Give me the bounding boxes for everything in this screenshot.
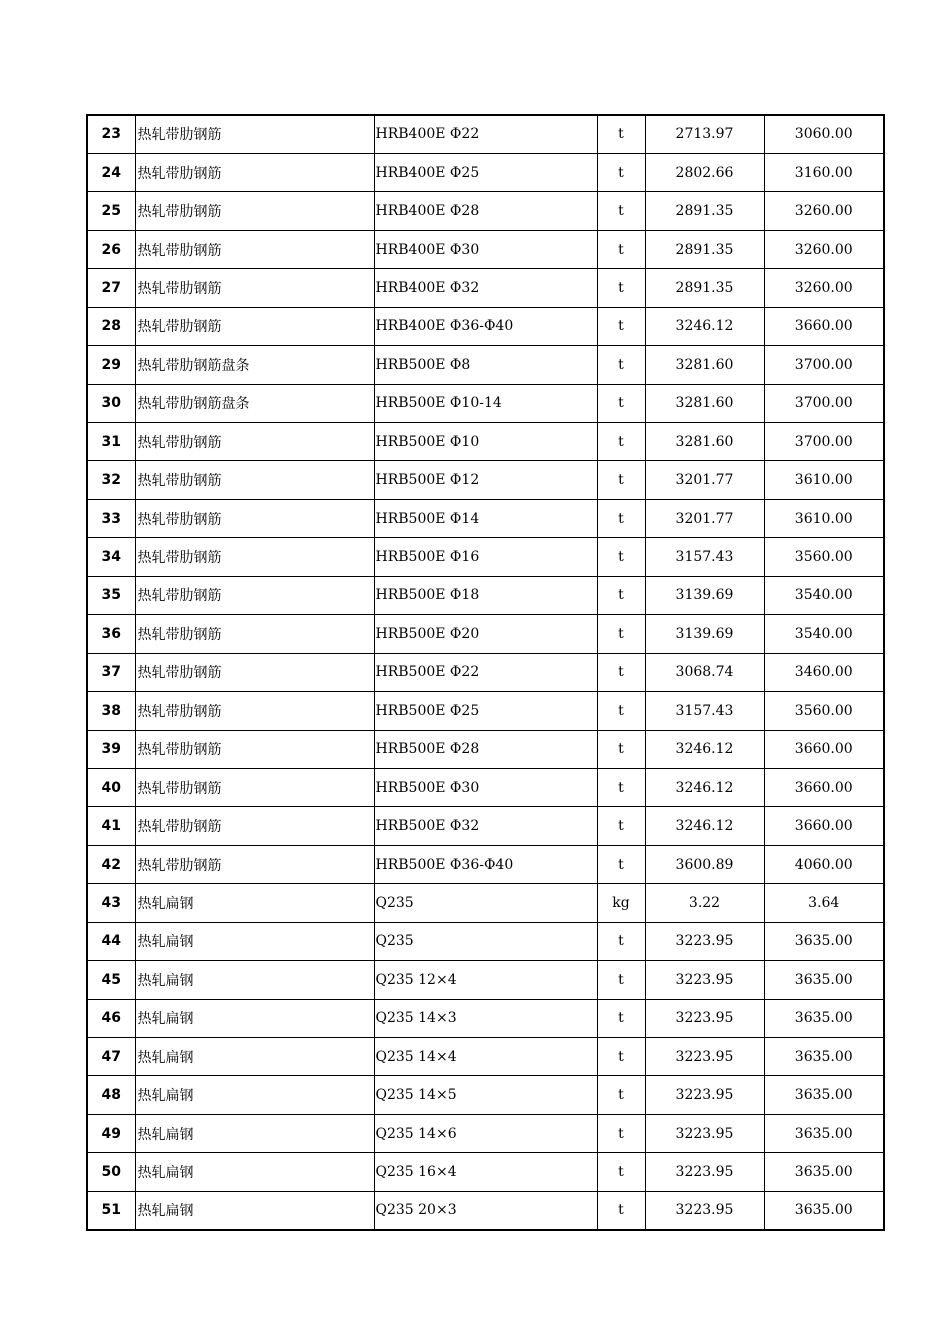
- price-incl-tax-cell: 3460.00: [764, 653, 884, 691]
- price-incl-tax-cell: 3660.00: [764, 807, 884, 845]
- specification-cell: HRB500E Φ22: [374, 653, 597, 691]
- unit-cell: t: [597, 922, 645, 960]
- specification-cell: HRB400E Φ22: [374, 115, 597, 153]
- unit-cell: t: [597, 807, 645, 845]
- specification-cell: HRB500E Φ14: [374, 499, 597, 537]
- price-incl-tax-cell: 3700.00: [764, 346, 884, 384]
- material-name-cell: 热轧扁钢: [135, 1076, 374, 1114]
- row-number-cell: 36: [87, 615, 135, 653]
- row-number-cell: 45: [87, 961, 135, 999]
- price-excl-tax-cell: 3281.60: [645, 423, 764, 461]
- table-row: [87, 845, 884, 883]
- row-number-cell: 25: [87, 192, 135, 230]
- unit-cell: t: [597, 999, 645, 1037]
- material-name-cell: 热轧带肋钢筋: [135, 192, 374, 230]
- row-number-cell: 51: [87, 1191, 135, 1229]
- specification-cell: HRB500E Φ16: [374, 538, 597, 576]
- material-name-cell: 热轧带肋钢筋: [135, 653, 374, 691]
- specification-cell: Q235 14×3: [374, 999, 597, 1037]
- table-row: [87, 307, 884, 345]
- unit-cell: t: [597, 1114, 645, 1152]
- table-row: [87, 346, 884, 384]
- price-table: [86, 114, 885, 1231]
- price-incl-tax-cell: 3560.00: [764, 538, 884, 576]
- price-incl-tax-cell: 3635.00: [764, 1114, 884, 1152]
- material-name-cell: 热轧带肋钢筋: [135, 615, 374, 653]
- row-number-cell: 40: [87, 768, 135, 806]
- table-row: [87, 115, 884, 153]
- table-row: [87, 922, 884, 960]
- row-number-cell: 32: [87, 461, 135, 499]
- material-name-cell: 热轧扁钢: [135, 1191, 374, 1229]
- price-incl-tax-cell: 3260.00: [764, 269, 884, 307]
- unit-cell: t: [597, 230, 645, 268]
- table-row: [87, 653, 884, 691]
- row-number-cell: 46: [87, 999, 135, 1037]
- material-name-cell: 热轧带肋钢筋: [135, 423, 374, 461]
- specification-cell: Q235 12×4: [374, 961, 597, 999]
- material-name-cell: 热轧带肋钢筋: [135, 538, 374, 576]
- price-incl-tax-cell: 3610.00: [764, 461, 884, 499]
- specification-cell: HRB400E Φ32: [374, 269, 597, 307]
- material-name-cell: 热轧带肋钢筋: [135, 230, 374, 268]
- row-number-cell: 34: [87, 538, 135, 576]
- price-incl-tax-cell: 3635.00: [764, 999, 884, 1037]
- price-excl-tax-cell: 3223.95: [645, 1153, 764, 1191]
- specification-cell: Q235 16×4: [374, 1153, 597, 1191]
- table-row: [87, 1114, 884, 1152]
- material-name-cell: 热轧带肋钢筋: [135, 807, 374, 845]
- material-name-cell: 热轧带肋钢筋盘条: [135, 384, 374, 422]
- unit-cell: t: [597, 692, 645, 730]
- specification-cell: HRB500E Φ25: [374, 692, 597, 730]
- price-incl-tax-cell: 3635.00: [764, 922, 884, 960]
- unit-cell: t: [597, 115, 645, 153]
- table-row: [87, 1038, 884, 1076]
- row-number-cell: 35: [87, 576, 135, 614]
- price-incl-tax-cell: 3160.00: [764, 153, 884, 191]
- price-incl-tax-cell: 3660.00: [764, 307, 884, 345]
- material-name-cell: 热轧扁钢: [135, 961, 374, 999]
- material-name-cell: 热轧带肋钢筋: [135, 692, 374, 730]
- price-excl-tax-cell: 2891.35: [645, 192, 764, 230]
- row-number-cell: 31: [87, 423, 135, 461]
- price-incl-tax-cell: 3700.00: [764, 423, 884, 461]
- price-excl-tax-cell: 3068.74: [645, 653, 764, 691]
- material-name-cell: 热轧扁钢: [135, 884, 374, 922]
- material-name-cell: 热轧扁钢: [135, 1038, 374, 1076]
- unit-cell: t: [597, 153, 645, 191]
- row-number-cell: 37: [87, 653, 135, 691]
- price-incl-tax-cell: 3635.00: [764, 961, 884, 999]
- table-row: [87, 538, 884, 576]
- specification-cell: HRB500E Φ18: [374, 576, 597, 614]
- price-excl-tax-cell: 2713.97: [645, 115, 764, 153]
- material-name-cell: 热轧扁钢: [135, 922, 374, 960]
- unit-cell: t: [597, 961, 645, 999]
- unit-cell: t: [597, 423, 645, 461]
- price-excl-tax-cell: 3223.95: [645, 1114, 764, 1152]
- price-excl-tax-cell: 3223.95: [645, 961, 764, 999]
- table-row: [87, 1191, 884, 1229]
- table-row: [87, 884, 884, 922]
- unit-cell: t: [597, 576, 645, 614]
- row-number-cell: 47: [87, 1038, 135, 1076]
- price-excl-tax-cell: 3223.95: [645, 1038, 764, 1076]
- price-incl-tax-cell: 3060.00: [764, 115, 884, 153]
- specification-cell: HRB400E Φ30: [374, 230, 597, 268]
- unit-cell: t: [597, 1153, 645, 1191]
- table-row: [87, 730, 884, 768]
- unit-cell: t: [597, 307, 645, 345]
- price-excl-tax-cell: 2891.35: [645, 230, 764, 268]
- specification-cell: HRB500E Φ10-14: [374, 384, 597, 422]
- specification-cell: Q235: [374, 922, 597, 960]
- row-number-cell: 39: [87, 730, 135, 768]
- table-row: [87, 615, 884, 653]
- table-row: [87, 230, 884, 268]
- row-number-cell: 23: [87, 115, 135, 153]
- unit-cell: kg: [597, 884, 645, 922]
- unit-cell: t: [597, 461, 645, 499]
- table-row: [87, 423, 884, 461]
- unit-cell: t: [597, 269, 645, 307]
- material-name-cell: 热轧带肋钢筋: [135, 768, 374, 806]
- material-name-cell: 热轧带肋钢筋: [135, 153, 374, 191]
- unit-cell: t: [597, 1076, 645, 1114]
- price-excl-tax-cell: 3223.95: [645, 999, 764, 1037]
- unit-cell: t: [597, 615, 645, 653]
- specification-cell: HRB500E Φ12: [374, 461, 597, 499]
- price-excl-tax-cell: 3246.12: [645, 807, 764, 845]
- specification-cell: HRB500E Φ10: [374, 423, 597, 461]
- price-excl-tax-cell: 3246.12: [645, 768, 764, 806]
- price-incl-tax-cell: 3635.00: [764, 1191, 884, 1229]
- price-incl-tax-cell: 3635.00: [764, 1038, 884, 1076]
- unit-cell: t: [597, 499, 645, 537]
- row-number-cell: 29: [87, 346, 135, 384]
- specification-cell: Q235: [374, 884, 597, 922]
- row-number-cell: 30: [87, 384, 135, 422]
- price-excl-tax-cell: 3246.12: [645, 307, 764, 345]
- unit-cell: t: [597, 730, 645, 768]
- specification-cell: HRB500E Φ32: [374, 807, 597, 845]
- row-number-cell: 27: [87, 269, 135, 307]
- row-number-cell: 26: [87, 230, 135, 268]
- material-name-cell: 热轧带肋钢筋: [135, 499, 374, 537]
- material-name-cell: 热轧带肋钢筋盘条: [135, 346, 374, 384]
- unit-cell: t: [597, 768, 645, 806]
- price-excl-tax-cell: 3139.69: [645, 615, 764, 653]
- price-excl-tax-cell: 2891.35: [645, 269, 764, 307]
- specification-cell: Q235 14×4: [374, 1038, 597, 1076]
- specification-cell: HRB400E Φ36-Φ40: [374, 307, 597, 345]
- price-incl-tax-cell: 3260.00: [764, 230, 884, 268]
- unit-cell: t: [597, 845, 645, 883]
- unit-cell: t: [597, 538, 645, 576]
- price-excl-tax-cell: 3201.77: [645, 461, 764, 499]
- row-number-cell: 38: [87, 692, 135, 730]
- row-number-cell: 49: [87, 1114, 135, 1152]
- unit-cell: t: [597, 1191, 645, 1229]
- row-number-cell: 43: [87, 884, 135, 922]
- table-row: [87, 269, 884, 307]
- row-number-cell: 44: [87, 922, 135, 960]
- unit-cell: t: [597, 346, 645, 384]
- price-excl-tax-cell: 2802.66: [645, 153, 764, 191]
- specification-cell: Q235 14×6: [374, 1114, 597, 1152]
- unit-cell: t: [597, 384, 645, 422]
- table-body: [87, 115, 884, 1230]
- unit-cell: t: [597, 192, 645, 230]
- material-name-cell: 热轧带肋钢筋: [135, 576, 374, 614]
- price-incl-tax-cell: 3540.00: [764, 576, 884, 614]
- specification-cell: HRB500E Φ20: [374, 615, 597, 653]
- table-row: [87, 153, 884, 191]
- price-incl-tax-cell: 3260.00: [764, 192, 884, 230]
- specification-cell: HRB400E Φ28: [374, 192, 597, 230]
- table-row: [87, 1076, 884, 1114]
- row-number-cell: 28: [87, 307, 135, 345]
- material-name-cell: 热轧带肋钢筋: [135, 730, 374, 768]
- row-number-cell: 41: [87, 807, 135, 845]
- table-row: [87, 576, 884, 614]
- row-number-cell: 50: [87, 1153, 135, 1191]
- specification-cell: Q235 14×5: [374, 1076, 597, 1114]
- price-excl-tax-cell: 3139.69: [645, 576, 764, 614]
- price-excl-tax-cell: 3246.12: [645, 730, 764, 768]
- price-incl-tax-cell: 3635.00: [764, 1153, 884, 1191]
- table-row: [87, 692, 884, 730]
- material-name-cell: 热轧带肋钢筋: [135, 115, 374, 153]
- specification-cell: HRB500E Φ8: [374, 346, 597, 384]
- price-incl-tax-cell: 3700.00: [764, 384, 884, 422]
- material-name-cell: 热轧扁钢: [135, 1114, 374, 1152]
- table-row: [87, 461, 884, 499]
- material-name-cell: 热轧扁钢: [135, 1153, 374, 1191]
- price-excl-tax-cell: 3223.95: [645, 922, 764, 960]
- row-number-cell: 42: [87, 845, 135, 883]
- price-excl-tax-cell: 3223.95: [645, 1076, 764, 1114]
- specification-cell: HRB500E Φ36-Φ40: [374, 845, 597, 883]
- price-excl-tax-cell: 3157.43: [645, 692, 764, 730]
- material-name-cell: 热轧带肋钢筋: [135, 269, 374, 307]
- table-row: [87, 192, 884, 230]
- table-row: [87, 499, 884, 537]
- price-incl-tax-cell: 3635.00: [764, 1076, 884, 1114]
- table-row: [87, 961, 884, 999]
- specification-cell: HRB500E Φ28: [374, 730, 597, 768]
- price-excl-tax-cell: 3.22: [645, 884, 764, 922]
- price-incl-tax-cell: 3660.00: [764, 730, 884, 768]
- price-excl-tax-cell: 3281.60: [645, 346, 764, 384]
- price-incl-tax-cell: 3.64: [764, 884, 884, 922]
- specification-cell: Q235 20×3: [374, 1191, 597, 1229]
- price-excl-tax-cell: 3223.95: [645, 1191, 764, 1229]
- specification-cell: HRB400E Φ25: [374, 153, 597, 191]
- price-incl-tax-cell: 3660.00: [764, 768, 884, 806]
- material-name-cell: 热轧带肋钢筋: [135, 845, 374, 883]
- row-number-cell: 24: [87, 153, 135, 191]
- price-excl-tax-cell: 3157.43: [645, 538, 764, 576]
- row-number-cell: 33: [87, 499, 135, 537]
- price-incl-tax-cell: 3560.00: [764, 692, 884, 730]
- row-number-cell: 48: [87, 1076, 135, 1114]
- table-row: [87, 807, 884, 845]
- table-row: [87, 384, 884, 422]
- material-name-cell: 热轧带肋钢筋: [135, 461, 374, 499]
- unit-cell: t: [597, 653, 645, 691]
- price-excl-tax-cell: 3600.89: [645, 845, 764, 883]
- price-incl-tax-cell: 3540.00: [764, 615, 884, 653]
- table-row: [87, 1153, 884, 1191]
- table-row: [87, 999, 884, 1037]
- price-incl-tax-cell: 4060.00: [764, 845, 884, 883]
- price-excl-tax-cell: 3281.60: [645, 384, 764, 422]
- price-excl-tax-cell: 3201.77: [645, 499, 764, 537]
- specification-cell: HRB500E Φ30: [374, 768, 597, 806]
- table-row: [87, 768, 884, 806]
- material-name-cell: 热轧带肋钢筋: [135, 307, 374, 345]
- unit-cell: t: [597, 1038, 645, 1076]
- material-name-cell: 热轧扁钢: [135, 999, 374, 1037]
- price-incl-tax-cell: 3610.00: [764, 499, 884, 537]
